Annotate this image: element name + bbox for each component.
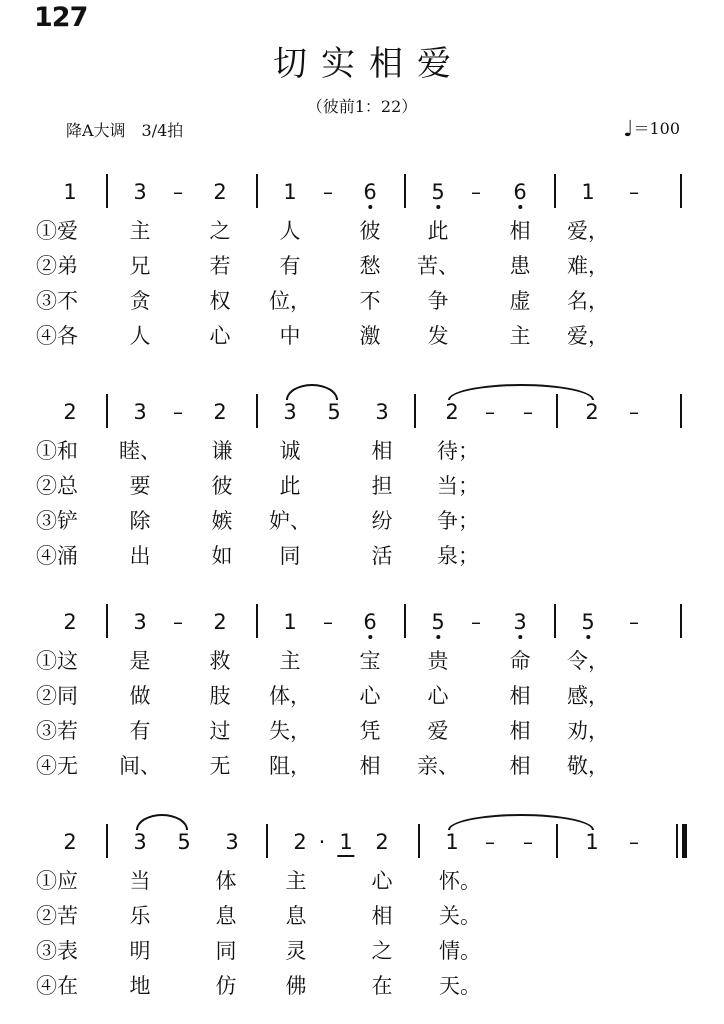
note: 6 (513, 180, 526, 204)
note: 1 (339, 830, 352, 854)
lyric-syllable: 相 (509, 754, 531, 778)
note: 1 (585, 830, 599, 854)
lyric-syllable: ④无 (36, 754, 78, 778)
lyric-syllable: 此 (427, 219, 449, 243)
extension-dash: – (323, 610, 333, 634)
lyric-syllable: 是 (129, 649, 151, 673)
lyric-line-verse-3 (0, 938, 724, 968)
note: 3 (133, 180, 147, 204)
extension-dash: – (523, 830, 533, 854)
barline (680, 174, 682, 208)
note: 3 (375, 400, 389, 424)
lyric-line-verse-2 (0, 903, 724, 933)
note: 5 (431, 610, 444, 634)
lyric-syllable: 爱， (567, 324, 609, 348)
lyric-syllable: ③铲 (36, 509, 78, 533)
barline (404, 604, 406, 638)
eighth-underline (337, 855, 354, 857)
note: 1 (445, 830, 459, 854)
barline (554, 174, 556, 208)
lyric-syllable: 息 (285, 904, 307, 928)
barline (676, 824, 678, 858)
lyric-syllable: ④各 (36, 324, 78, 348)
notation-row (0, 822, 724, 862)
note: 5 (327, 400, 341, 424)
lyric-line-verse-4 (0, 323, 724, 353)
lyric-syllable: 相 (509, 719, 531, 743)
note: 5 (177, 830, 191, 854)
lyric-syllable: 失， (269, 719, 311, 743)
note: 3 (225, 830, 239, 854)
note: 3 (133, 400, 147, 424)
note: 3 (133, 610, 147, 634)
lyric-syllable: 仿 (215, 974, 237, 998)
lyric-syllable: 虚 (509, 289, 531, 313)
lyric-syllable: 中 (279, 324, 301, 348)
extension-dash: – (629, 400, 639, 424)
lyric-syllable: 心 (427, 684, 449, 708)
lyric-syllable: ④在 (36, 974, 78, 998)
lyric-syllable: 乐 (129, 904, 151, 928)
note: 1 (283, 610, 297, 634)
lyric-syllable: 嫉 (211, 509, 233, 533)
notation-row (0, 602, 724, 642)
lyric-syllable: 争 (427, 289, 449, 313)
note: 2 (213, 400, 227, 424)
lyric-syllable: 相 (371, 904, 393, 928)
lyric-syllable: ②总 (36, 474, 78, 498)
lyric-syllable: 担 (371, 474, 393, 498)
note: 2 (63, 400, 77, 424)
barline (106, 824, 108, 858)
note: 5 (431, 180, 444, 204)
lyric-syllable: ③若 (36, 719, 78, 743)
extension-dash: – (629, 180, 639, 204)
lyric-syllable: 爱， (567, 219, 609, 243)
lyric-syllable: 爱 (427, 719, 449, 743)
lyric-syllable: 心 (209, 324, 231, 348)
lyric-syllable: 患 (509, 254, 531, 278)
lyric-syllable: 若 (209, 254, 231, 278)
lyric-syllable: 心 (359, 684, 381, 708)
lyric-syllable: 主 (509, 324, 531, 348)
lyric-syllable: ②弟 (36, 254, 78, 278)
barline (418, 824, 420, 858)
lyric-syllable: 凭 (359, 719, 381, 743)
lyric-syllable: 心 (371, 869, 393, 893)
note: 2 (213, 180, 227, 204)
lyric-syllable: 令， (567, 649, 609, 673)
extension-dash: – (523, 400, 533, 424)
note: 6 (363, 180, 376, 204)
lyric-line-verse-2 (0, 683, 724, 713)
lyric-syllable: ③表 (36, 939, 78, 963)
lyric-syllable: 过 (209, 719, 231, 743)
note: 2 (63, 610, 77, 634)
key-and-meter: 降A大调 3/4拍 (66, 121, 184, 140)
lyric-syllable: ②同 (36, 684, 78, 708)
lyric-line-verse-4 (0, 543, 724, 573)
extension-dash: – (173, 610, 183, 634)
lyric-syllable: 主 (279, 649, 301, 673)
lyric-syllable: 贵 (427, 649, 449, 673)
lyric-syllable: 愁 (359, 254, 381, 278)
lyric-syllable: 活 (371, 544, 393, 568)
barline (256, 174, 258, 208)
lyric-syllable: ①应 (36, 869, 78, 893)
lyric-syllable: 之 (371, 939, 393, 963)
lyric-syllable: 怀。 (439, 869, 481, 893)
score-system (0, 172, 724, 372)
lyric-syllable: 名， (567, 289, 609, 313)
lyric-syllable: 劝， (567, 719, 609, 743)
lyric-syllable: 感， (567, 684, 609, 708)
low-octave-dot (368, 635, 372, 639)
lyric-syllable: 纷 (371, 509, 393, 533)
lyric-syllable: 宝 (359, 649, 381, 673)
barline (404, 174, 406, 208)
tempo-value: ＝100 (633, 119, 680, 138)
lyric-syllable: 救 (209, 649, 231, 673)
lyric-syllable: 关。 (439, 904, 481, 928)
slur-tie (448, 814, 594, 830)
note: 3 (513, 610, 526, 634)
lyric-line-verse-3 (0, 508, 724, 538)
note: 2 (213, 610, 227, 634)
lyric-syllable: 彼 (359, 219, 381, 243)
lyric-syllable: 有 (279, 254, 301, 278)
lyric-syllable: ①和 (36, 439, 78, 463)
lyric-syllable: 地 (129, 974, 151, 998)
hymn-title: 切实相爱 (273, 44, 465, 84)
lyric-syllable: 无 (209, 754, 231, 778)
lyric-syllable: 诚 (279, 439, 301, 463)
low-octave-dot (436, 635, 440, 639)
low-octave-dot (436, 205, 440, 209)
lyric-line-verse-1 (0, 438, 724, 468)
lyric-line-verse-2 (0, 253, 724, 283)
lyric-syllable: 人 (129, 324, 151, 348)
lyric-syllable: 难， (567, 254, 609, 278)
lyric-syllable: 阻， (269, 754, 311, 778)
score-system (0, 392, 724, 592)
scripture-reference: （彼前1：22） (306, 97, 418, 116)
quarter-note-icon: ♩ (623, 117, 634, 142)
final-barline-thick (682, 824, 687, 858)
lyric-syllable: 情。 (439, 939, 481, 963)
lyric-line-verse-2 (0, 473, 724, 503)
lyric-syllable: 相 (359, 754, 381, 778)
barline (554, 604, 556, 638)
low-octave-dot (518, 205, 522, 209)
lyric-syllable: 相 (509, 219, 531, 243)
lyric-line-verse-1 (0, 648, 724, 678)
extension-dash: – (471, 610, 481, 634)
lyric-syllable: 人 (279, 219, 301, 243)
lyric-syllable: 主 (129, 219, 151, 243)
lyric-syllable: ①爱 (36, 219, 78, 243)
lyric-line-verse-1 (0, 868, 724, 898)
lyric-syllable: 当； (437, 474, 479, 498)
lyric-line-verse-4 (0, 973, 724, 1003)
lyric-syllable: 体 (215, 869, 237, 893)
note: 2 (63, 830, 77, 854)
low-octave-dot (368, 205, 372, 209)
lyric-syllable: 出 (129, 544, 151, 568)
lyric-syllable: 不 (359, 289, 381, 313)
lyric-syllable: ①这 (36, 649, 78, 673)
slur-tie (286, 384, 338, 400)
lyric-syllable: 妒、 (269, 509, 311, 533)
lyric-syllable: 明 (129, 939, 151, 963)
low-octave-dot (518, 635, 522, 639)
barline (106, 604, 108, 638)
extension-dash: – (173, 180, 183, 204)
barline (414, 394, 416, 428)
lyric-syllable: 肢 (209, 684, 231, 708)
note: 1 (283, 180, 297, 204)
barline (680, 604, 682, 638)
lyric-syllable: 兄 (129, 254, 151, 278)
lyric-syllable: 做 (129, 684, 151, 708)
lyric-syllable: 天。 (439, 974, 481, 998)
lyric-syllable: 体， (269, 684, 311, 708)
barline (256, 604, 258, 638)
lyric-syllable: 相 (371, 439, 393, 463)
lyric-syllable: 有 (129, 719, 151, 743)
lyric-syllable: 在 (371, 974, 393, 998)
augmentation-dot: · (318, 830, 326, 854)
lyric-syllable: 亲、 (417, 754, 459, 778)
lyric-syllable: 此 (279, 474, 301, 498)
lyric-syllable: 待； (437, 439, 479, 463)
lyric-line-verse-3 (0, 288, 724, 318)
lyric-syllable: 除 (129, 509, 151, 533)
lyric-syllable: ④涌 (36, 544, 78, 568)
note: 2 (585, 400, 599, 424)
lyric-syllable: 命 (509, 649, 531, 673)
lyric-syllable: 要 (129, 474, 151, 498)
lyric-syllable: 佛 (285, 974, 307, 998)
lyric-syllable: 争； (437, 509, 479, 533)
lyric-syllable: 位， (269, 289, 311, 313)
lyric-line-verse-3 (0, 718, 724, 748)
lyric-syllable: 激 (359, 324, 381, 348)
notation-row (0, 392, 724, 432)
lyric-syllable: 间、 (119, 754, 161, 778)
lyric-syllable: 同 (215, 939, 237, 963)
lyric-syllable: 贪 (129, 289, 151, 313)
lyric-syllable: 睦、 (119, 439, 161, 463)
note: 6 (363, 610, 376, 634)
extension-dash: – (629, 610, 639, 634)
lyric-syllable: 息 (215, 904, 237, 928)
note: 1 (581, 180, 595, 204)
extension-dash: – (485, 400, 495, 424)
hymn-number: 127 (34, 2, 88, 33)
note: 2 (293, 830, 307, 854)
note: 2 (375, 830, 389, 854)
barline (680, 394, 682, 428)
slur-tie (136, 814, 188, 830)
barline (266, 824, 268, 858)
extension-dash: – (173, 400, 183, 424)
lyric-syllable: 灵 (285, 939, 307, 963)
barline (106, 174, 108, 208)
tempo-marking (623, 116, 680, 142)
lyric-syllable: 苦、 (417, 254, 459, 278)
lyric-syllable: 敬， (567, 754, 609, 778)
lyric-syllable: 彼 (211, 474, 233, 498)
lyric-syllable: ②苦 (36, 904, 78, 928)
lyric-syllable: 发 (427, 324, 449, 348)
slur-tie (448, 384, 594, 400)
note: 3 (133, 830, 147, 854)
lyric-syllable: 相 (509, 684, 531, 708)
barline (256, 394, 258, 428)
barline (106, 394, 108, 428)
lyric-syllable: 权 (209, 289, 231, 313)
low-octave-dot (586, 635, 590, 639)
lyric-syllable: 谦 (211, 439, 233, 463)
lyric-line-verse-1 (0, 218, 724, 248)
lyric-syllable: ③不 (36, 289, 78, 313)
lyric-syllable: 如 (211, 544, 233, 568)
lyric-syllable: 之 (209, 219, 231, 243)
lyric-line-verse-4 (0, 753, 724, 783)
note: 3 (283, 400, 297, 424)
note: 2 (445, 400, 459, 424)
extension-dash: – (629, 830, 639, 854)
score-system (0, 602, 724, 802)
note: 5 (581, 610, 594, 634)
extension-dash: – (323, 180, 333, 204)
score-system (0, 822, 724, 1022)
extension-dash: – (485, 830, 495, 854)
lyric-syllable: 泉； (437, 544, 479, 568)
note: 1 (63, 180, 77, 204)
lyric-syllable: 主 (285, 869, 307, 893)
extension-dash: – (471, 180, 481, 204)
notation-row (0, 172, 724, 212)
lyric-syllable: 当 (129, 869, 151, 893)
lyric-syllable: 同 (279, 544, 301, 568)
